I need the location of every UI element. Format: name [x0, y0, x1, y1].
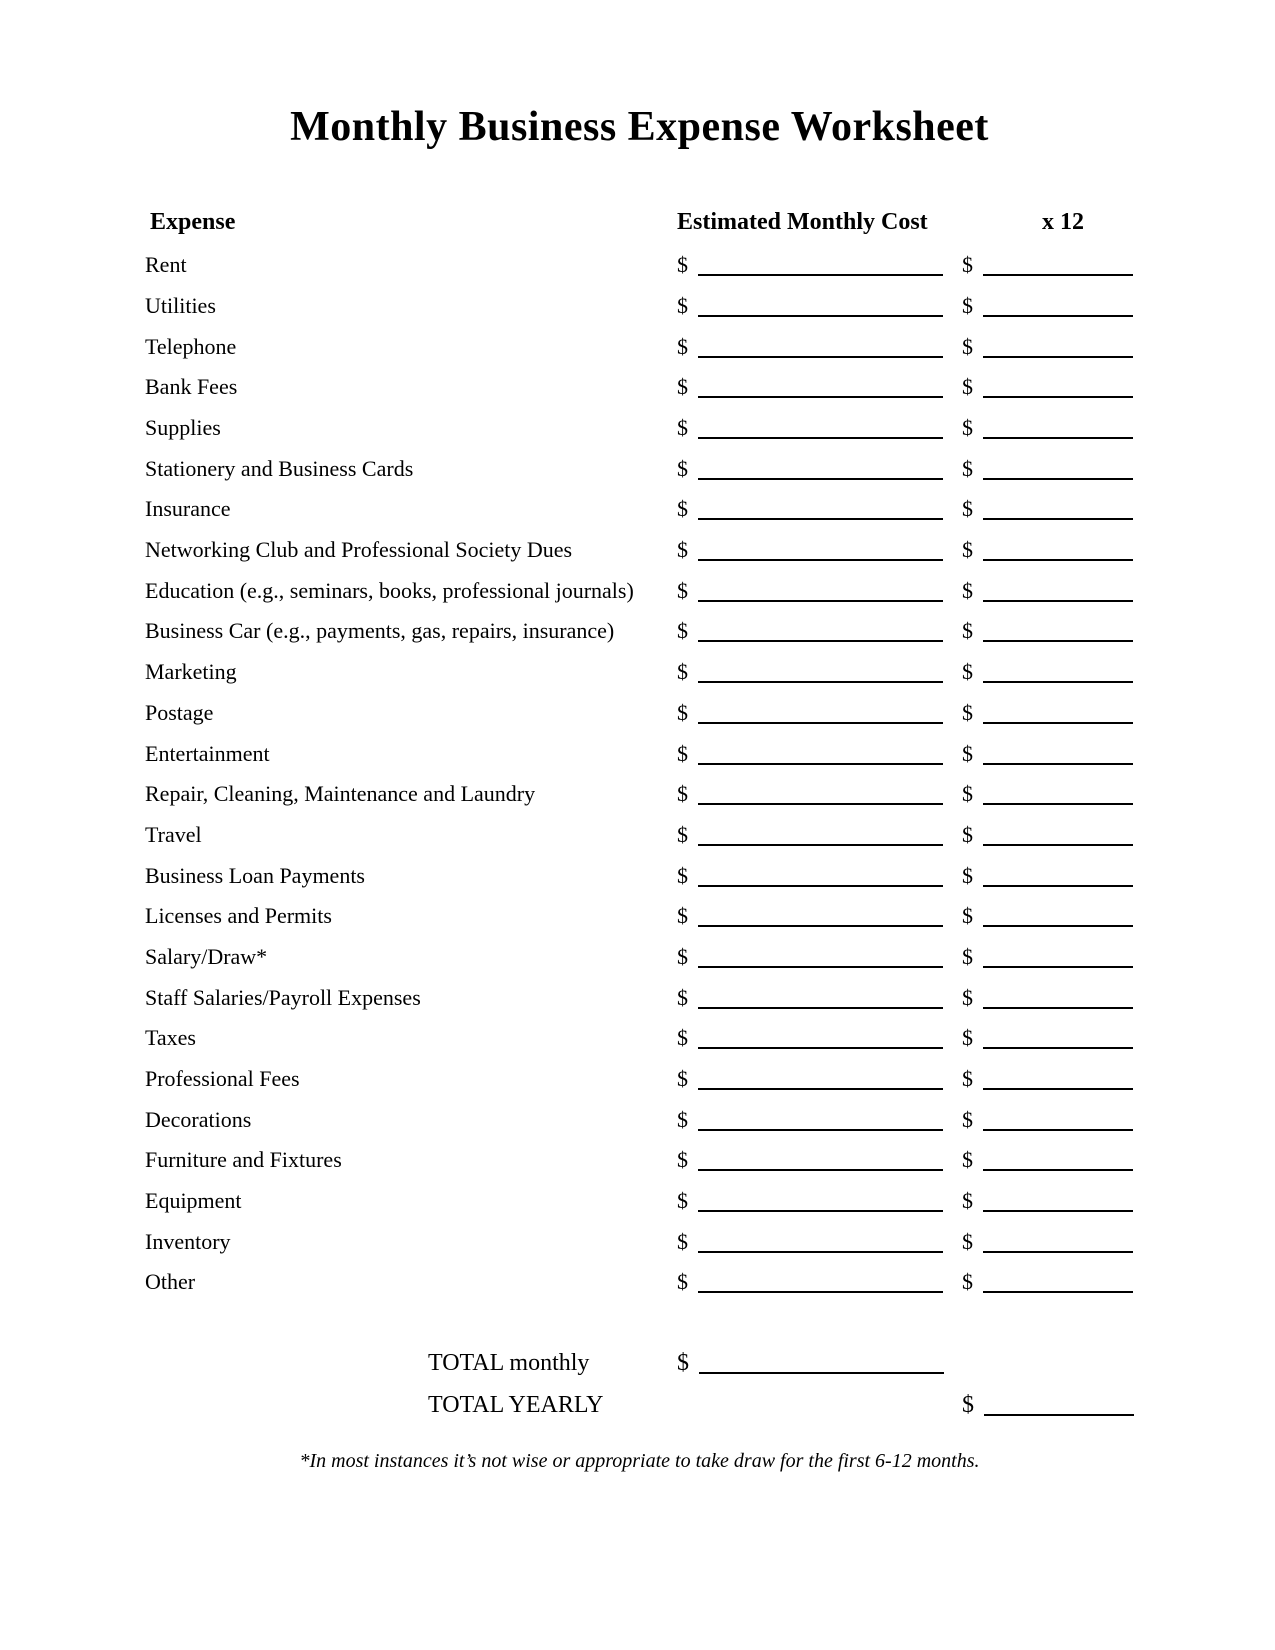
total-yearly-cell	[962, 1392, 1134, 1419]
monthly-cost-cell	[677, 578, 962, 604]
monthly-cost-cell	[677, 618, 962, 644]
yearly-cost-cell	[962, 985, 1134, 1011]
dollar-sign: $	[962, 699, 973, 725]
yearly-cost-blank[interactable]	[983, 871, 1133, 887]
yearly-cost-cell	[962, 659, 1134, 685]
yearly-cost-cell	[962, 903, 1134, 929]
yearly-cost-blank[interactable]	[983, 708, 1133, 724]
yearly-cost-blank[interactable]	[983, 952, 1133, 968]
dollar-sign: $	[962, 659, 973, 685]
yearly-cost-cell	[962, 1147, 1134, 1173]
total-yearly-blank[interactable]	[984, 1400, 1134, 1416]
dollar-sign: $	[962, 1106, 973, 1132]
expense-row	[145, 944, 1134, 985]
dollar-sign: $	[962, 333, 973, 359]
expense-label: Decorations	[145, 1106, 252, 1132]
yearly-cost-blank[interactable]	[983, 1196, 1133, 1212]
expense-rows	[145, 252, 1134, 1310]
expense-label: Telephone	[145, 333, 237, 359]
dollar-sign: $	[677, 292, 688, 318]
expense-label: Repair, Cleaning, Maintenance and Laundry	[145, 781, 536, 807]
yearly-cost-blank[interactable]	[983, 667, 1133, 683]
dollar-sign: $	[962, 252, 973, 278]
dollar-sign: $	[677, 699, 688, 725]
expense-label: Taxes	[145, 1025, 196, 1051]
monthly-cost-cell	[677, 985, 962, 1011]
expense-row	[145, 537, 1134, 578]
x12-column-header: x 12	[1042, 209, 1084, 236]
monthly-cost-cell	[677, 1147, 962, 1173]
total-monthly-row	[145, 1350, 1134, 1392]
expense-row	[145, 1147, 1134, 1188]
monthly-cost-cell	[677, 252, 962, 278]
monthly-cost-cell	[677, 496, 962, 522]
expense-row	[145, 822, 1134, 863]
dollar-sign: $	[677, 333, 688, 359]
dollar-sign: $	[962, 1025, 973, 1051]
expense-row	[145, 985, 1134, 1026]
monthly-cost-blank[interactable]	[698, 1033, 943, 1049]
page-title: Monthly Business Expense Worksheet	[290, 104, 989, 150]
yearly-cost-blank[interactable]	[983, 911, 1133, 927]
yearly-cost-blank[interactable]	[983, 993, 1133, 1009]
expense-label: Bank Fees	[145, 374, 238, 400]
dollar-sign: $	[962, 943, 973, 969]
monthly-cost-blank[interactable]	[698, 464, 943, 480]
yearly-cost-blank[interactable]	[983, 830, 1133, 846]
expense-row	[145, 903, 1134, 944]
dollar-sign: $	[677, 455, 688, 481]
dollar-sign: $	[677, 1228, 688, 1254]
estimated-monthly-cost-header: Estimated Monthly Cost	[677, 209, 928, 236]
expense-row	[145, 293, 1134, 334]
monthly-cost-cell	[677, 1188, 962, 1214]
yearly-cost-cell	[962, 741, 1134, 767]
monthly-cost-cell	[677, 944, 962, 970]
dollar-sign: $	[677, 374, 688, 400]
monthly-cost-cell	[677, 1229, 962, 1255]
monthly-cost-blank[interactable]	[698, 830, 943, 846]
yearly-cost-cell	[962, 415, 1134, 441]
expense-label: Licenses and Permits	[145, 903, 332, 929]
expense-row	[145, 415, 1134, 456]
expense-row	[145, 456, 1134, 497]
total-yearly-row	[145, 1392, 1134, 1434]
expense-label: Inventory	[145, 1228, 231, 1254]
monthly-cost-blank[interactable]	[698, 1115, 943, 1131]
yearly-cost-blank[interactable]	[983, 464, 1133, 480]
total-monthly-blank[interactable]	[699, 1358, 944, 1374]
dollar-sign: $	[677, 1269, 688, 1295]
dollar-sign: $	[677, 740, 688, 766]
monthly-cost-blank[interactable]	[698, 1074, 943, 1090]
expense-row	[145, 1229, 1134, 1270]
monthly-cost-cell	[677, 293, 962, 319]
expense-label: Other	[145, 1269, 196, 1295]
expense-row	[145, 863, 1134, 904]
expense-row	[145, 1188, 1134, 1229]
yearly-cost-blank[interactable]	[983, 1277, 1133, 1293]
dollar-sign: $	[962, 455, 973, 481]
yearly-cost-cell	[962, 944, 1134, 970]
expense-row	[145, 578, 1134, 619]
monthly-cost-blank[interactable]	[698, 586, 943, 602]
dollar-sign: $	[962, 1066, 973, 1092]
monthly-cost-blank[interactable]	[698, 1237, 943, 1253]
total-monthly-label: TOTAL monthly	[428, 1350, 590, 1377]
yearly-cost-blank[interactable]	[983, 1074, 1133, 1090]
yearly-cost-cell	[962, 822, 1134, 848]
expense-row	[145, 700, 1134, 741]
expense-label: Postage	[145, 699, 214, 725]
expense-row	[145, 496, 1134, 537]
monthly-cost-blank[interactable]	[698, 1155, 943, 1171]
total-monthly-cell	[677, 1350, 962, 1377]
monthly-cost-cell	[677, 374, 962, 400]
expense-label: Rent	[145, 252, 187, 278]
expense-row	[145, 781, 1134, 822]
expense-row	[145, 1107, 1134, 1148]
monthly-cost-cell	[677, 456, 962, 482]
monthly-cost-blank[interactable]	[698, 911, 943, 927]
monthly-cost-blank[interactable]	[698, 382, 943, 398]
dollar-sign: $	[677, 618, 688, 644]
yearly-cost-cell	[962, 1269, 1134, 1295]
dollar-sign: $	[677, 1188, 688, 1214]
expense-label: Travel	[145, 821, 202, 847]
dollar-sign: $	[962, 821, 973, 847]
yearly-cost-cell	[962, 618, 1134, 644]
dollar-sign: $	[962, 415, 973, 441]
dollar-sign: $	[677, 1106, 688, 1132]
yearly-cost-cell	[962, 1188, 1134, 1214]
dollar-sign: $	[962, 618, 973, 644]
expense-label: Supplies	[145, 415, 221, 441]
salary-draw-footnote: *In most instances it’s not wise or appropriate to take draw for the first 6-12 months.	[299, 1450, 980, 1473]
dollar-sign: $	[962, 1269, 973, 1295]
monthly-cost-cell	[677, 741, 962, 767]
expense-label: Business Loan Payments	[145, 862, 365, 888]
yearly-cost-blank[interactable]	[983, 1115, 1133, 1131]
dollar-sign: $	[677, 943, 688, 969]
yearly-cost-cell	[962, 374, 1134, 400]
yearly-cost-blank[interactable]	[983, 423, 1133, 439]
yearly-cost-cell	[962, 1229, 1134, 1255]
yearly-cost-blank[interactable]	[983, 1237, 1133, 1253]
monthly-cost-cell	[677, 903, 962, 929]
yearly-cost-blank[interactable]	[983, 1033, 1133, 1049]
expense-row	[145, 1066, 1134, 1107]
expense-label: Equipment	[145, 1188, 242, 1214]
yearly-cost-cell	[962, 537, 1134, 563]
expense-label: Furniture and Fixtures	[145, 1147, 342, 1173]
totals-section	[145, 1350, 1134, 1434]
yearly-cost-cell	[962, 781, 1134, 807]
monthly-cost-blank[interactable]	[698, 545, 943, 561]
monthly-cost-blank[interactable]	[698, 708, 943, 724]
expense-label: Salary/Draw*	[145, 943, 268, 969]
yearly-cost-cell	[962, 863, 1134, 889]
dollar-sign: $	[677, 1147, 688, 1173]
monthly-cost-blank[interactable]	[698, 342, 943, 358]
expense-label: Marketing	[145, 659, 237, 685]
monthly-cost-cell	[677, 415, 962, 441]
monthly-cost-blank[interactable]	[698, 504, 943, 520]
monthly-cost-blank[interactable]	[698, 667, 943, 683]
monthly-cost-blank[interactable]	[698, 301, 943, 317]
yearly-cost-cell	[962, 700, 1134, 726]
expense-label: Business Car (e.g., payments, gas, repairs, insurance)	[145, 618, 615, 644]
expense-row	[145, 1025, 1134, 1066]
dollar-sign: $	[677, 862, 688, 888]
dollar-sign: $	[677, 537, 688, 563]
dollar-sign: $	[677, 1025, 688, 1051]
expense-row	[145, 1269, 1134, 1310]
dollar-sign: $	[677, 659, 688, 685]
expense-column-header: Expense	[150, 209, 236, 236]
dollar-sign: $	[962, 1147, 973, 1173]
dollar-sign: $	[677, 577, 688, 603]
dollar-sign: $	[677, 781, 688, 807]
monthly-cost-cell	[677, 781, 962, 807]
yearly-cost-blank[interactable]	[983, 626, 1133, 642]
yearly-cost-blank[interactable]	[983, 749, 1133, 765]
monthly-cost-cell	[677, 1025, 962, 1051]
monthly-cost-cell	[677, 1066, 962, 1092]
yearly-cost-cell	[962, 1025, 1134, 1051]
dollar-sign: $	[962, 781, 973, 807]
monthly-cost-blank[interactable]	[698, 1196, 943, 1212]
expense-row	[145, 374, 1134, 415]
dollar-sign: $	[962, 1392, 974, 1419]
monthly-cost-cell	[677, 863, 962, 889]
expense-label: Professional Fees	[145, 1066, 300, 1092]
monthly-cost-blank[interactable]	[698, 260, 943, 276]
yearly-cost-blank[interactable]	[983, 342, 1133, 358]
yearly-cost-cell	[962, 1107, 1134, 1133]
yearly-cost-cell	[962, 1066, 1134, 1092]
expense-row	[145, 659, 1134, 700]
dollar-sign: $	[962, 862, 973, 888]
expense-label: Stationery and Business Cards	[145, 455, 414, 481]
monthly-cost-cell	[677, 822, 962, 848]
yearly-cost-cell	[962, 496, 1134, 522]
expense-label: Entertainment	[145, 740, 270, 766]
total-yearly-label: TOTAL YEARLY	[428, 1392, 604, 1419]
yearly-cost-blank[interactable]	[983, 504, 1133, 520]
dollar-sign: $	[962, 1188, 973, 1214]
dollar-sign: $	[677, 984, 688, 1010]
monthly-cost-cell	[677, 659, 962, 685]
expense-label: Education (e.g., seminars, books, professional journals)	[145, 577, 634, 603]
dollar-sign: $	[962, 537, 973, 563]
yearly-cost-blank[interactable]	[983, 586, 1133, 602]
dollar-sign: $	[677, 496, 688, 522]
monthly-cost-blank[interactable]	[698, 626, 943, 642]
monthly-cost-cell	[677, 537, 962, 563]
monthly-cost-blank[interactable]	[698, 1277, 943, 1293]
dollar-sign: $	[962, 496, 973, 522]
expense-label: Utilities	[145, 292, 216, 318]
monthly-cost-blank[interactable]	[698, 423, 943, 439]
monthly-cost-cell	[677, 700, 962, 726]
monthly-cost-cell	[677, 334, 962, 360]
expense-row	[145, 252, 1134, 293]
column-headers	[145, 209, 1134, 236]
yearly-cost-blank[interactable]	[983, 382, 1133, 398]
dollar-sign: $	[962, 1228, 973, 1254]
monthly-cost-blank[interactable]	[698, 789, 943, 805]
dollar-sign: $	[677, 821, 688, 847]
expense-label: Staff Salaries/Payroll Expenses	[145, 984, 421, 1010]
dollar-sign: $	[677, 252, 688, 278]
monthly-cost-blank[interactable]	[698, 871, 943, 887]
monthly-cost-cell	[677, 1107, 962, 1133]
dollar-sign: $	[677, 1350, 689, 1377]
yearly-cost-cell	[962, 293, 1134, 319]
monthly-cost-blank[interactable]	[698, 952, 943, 968]
dollar-sign: $	[962, 374, 973, 400]
yearly-cost-blank[interactable]	[983, 545, 1133, 561]
dollar-sign: $	[962, 984, 973, 1010]
monthly-cost-cell	[677, 1269, 962, 1295]
yearly-cost-cell	[962, 456, 1134, 482]
monthly-cost-blank[interactable]	[698, 993, 943, 1009]
yearly-cost-cell	[962, 252, 1134, 278]
yearly-cost-blank[interactable]	[983, 301, 1133, 317]
expense-row	[145, 618, 1134, 659]
monthly-cost-blank[interactable]	[698, 749, 943, 765]
expense-label: Networking Club and Professional Society Dues	[145, 537, 573, 563]
dollar-sign: $	[677, 903, 688, 929]
yearly-cost-blank[interactable]	[983, 789, 1133, 805]
dollar-sign: $	[677, 415, 688, 441]
dollar-sign: $	[962, 903, 973, 929]
yearly-cost-cell	[962, 334, 1134, 360]
yearly-cost-cell	[962, 578, 1134, 604]
dollar-sign: $	[962, 577, 973, 603]
expense-label: Insurance	[145, 496, 231, 522]
expense-row	[145, 741, 1134, 782]
yearly-cost-blank[interactable]	[983, 1155, 1133, 1171]
expense-row	[145, 334, 1134, 375]
dollar-sign: $	[962, 740, 973, 766]
dollar-sign: $	[962, 292, 973, 318]
dollar-sign: $	[677, 1066, 688, 1092]
yearly-cost-blank[interactable]	[983, 260, 1133, 276]
